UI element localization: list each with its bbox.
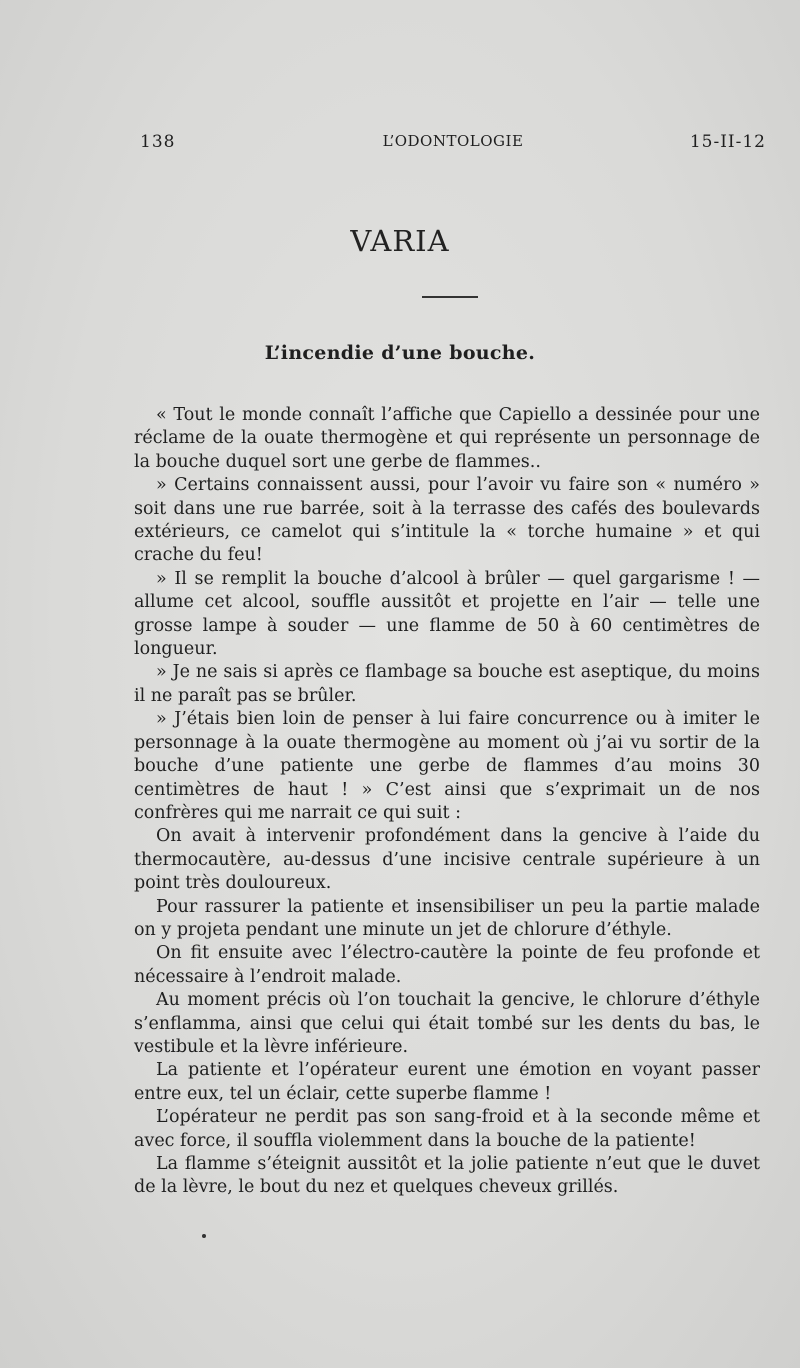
paragraph: On fit ensuite avec l’électro-cautère la pointe de feu profonde et nécessaire à l’endroit malade. — [134, 943, 760, 987]
paragraph: « Tout le monde connaît l’affiche que Capiello a dessinée pour une réclame de la ouate thermogène et qui représente un personnage de la bouche duquel sort une gerbe de flammes.. — [134, 405, 760, 472]
paragraph: » J’étais bien loin de penser à lui faire concurrence ou à imiter le personnage à la ouate thermogène au moment où j’ai vu sortir de la bouche d’une patiente une gerbe de flammes d’au moins 30 centimètres de haut ! » C’est ainsi que s’exprimait un de nos confrères qui me narrait ce qui suit : — [134, 709, 760, 823]
paragraph: » Il se remplit la bouche d’alcool à brûler — quel gargarisme ! — allume cet alcool, souffle aussitôt et projette en l’air — telle une grosse lampe à souder — une flamme de 50 à 60 centimètres de longueur. — [134, 568, 760, 660]
page-number: 138 — [140, 132, 176, 152]
title-divider — [422, 296, 478, 298]
paragraph: Pour rassurer la patiente et insensibiliser un peu la partie malade on y projeta pendant une minute un jet de chlorure d’éthyle. — [134, 896, 760, 940]
paragraph: » Certains connaissent aussi, pour l’avoir vu faire son « numéro » soit dans une rue barrée, soit à la terrasse des cafés des boulevards extérieurs, ce camelot qui s’intitule la « torche humaine » et qui crache du feu! — [134, 475, 760, 566]
article-title: L’incendie d’une bouche. — [264, 342, 536, 364]
ink-speck — [202, 1234, 206, 1238]
running-head — [140, 132, 766, 158]
paragraph: » Je ne sais si après ce flambage sa bouche est aseptique, du moins il ne paraît pas se brûler. — [134, 662, 760, 706]
paragraph: La patiente et l’opérateur eurent une émotion en voyant passer entre eux, tel un éclair, cette superbe flamme ! — [134, 1060, 760, 1104]
issue-date: 15-II-12 — [689, 132, 766, 152]
article-body — [134, 404, 760, 1200]
section-title: VARIA — [350, 224, 450, 258]
paragraph: On avait à intervenir profondément dans la gencive à l’aide du thermocautère, au-dessus d’une incisive centrale supérieure à un point très douloureux. — [134, 826, 760, 894]
paragraph: L’opérateur ne perdit pas son sang-froid et à la seconde même et avec force, il souffla violemment dans la bouche de la patiente! — [134, 1107, 760, 1151]
paragraph: La flamme s’éteignit aussitôt et la jolie patiente n’eut que le duvet de la lèvre, le bout du nez et quelques cheveux grillés. — [134, 1154, 760, 1198]
paragraph: Au moment précis où l’on touchait la gencive, le chlorure d’éthyle s’enflamma, ainsi que celui qui était tombé sur les dents du bas, le vestibule et la lèvre inférieure. — [134, 990, 760, 1057]
journal-title: L’ODONTOLOGIE — [382, 132, 524, 150]
